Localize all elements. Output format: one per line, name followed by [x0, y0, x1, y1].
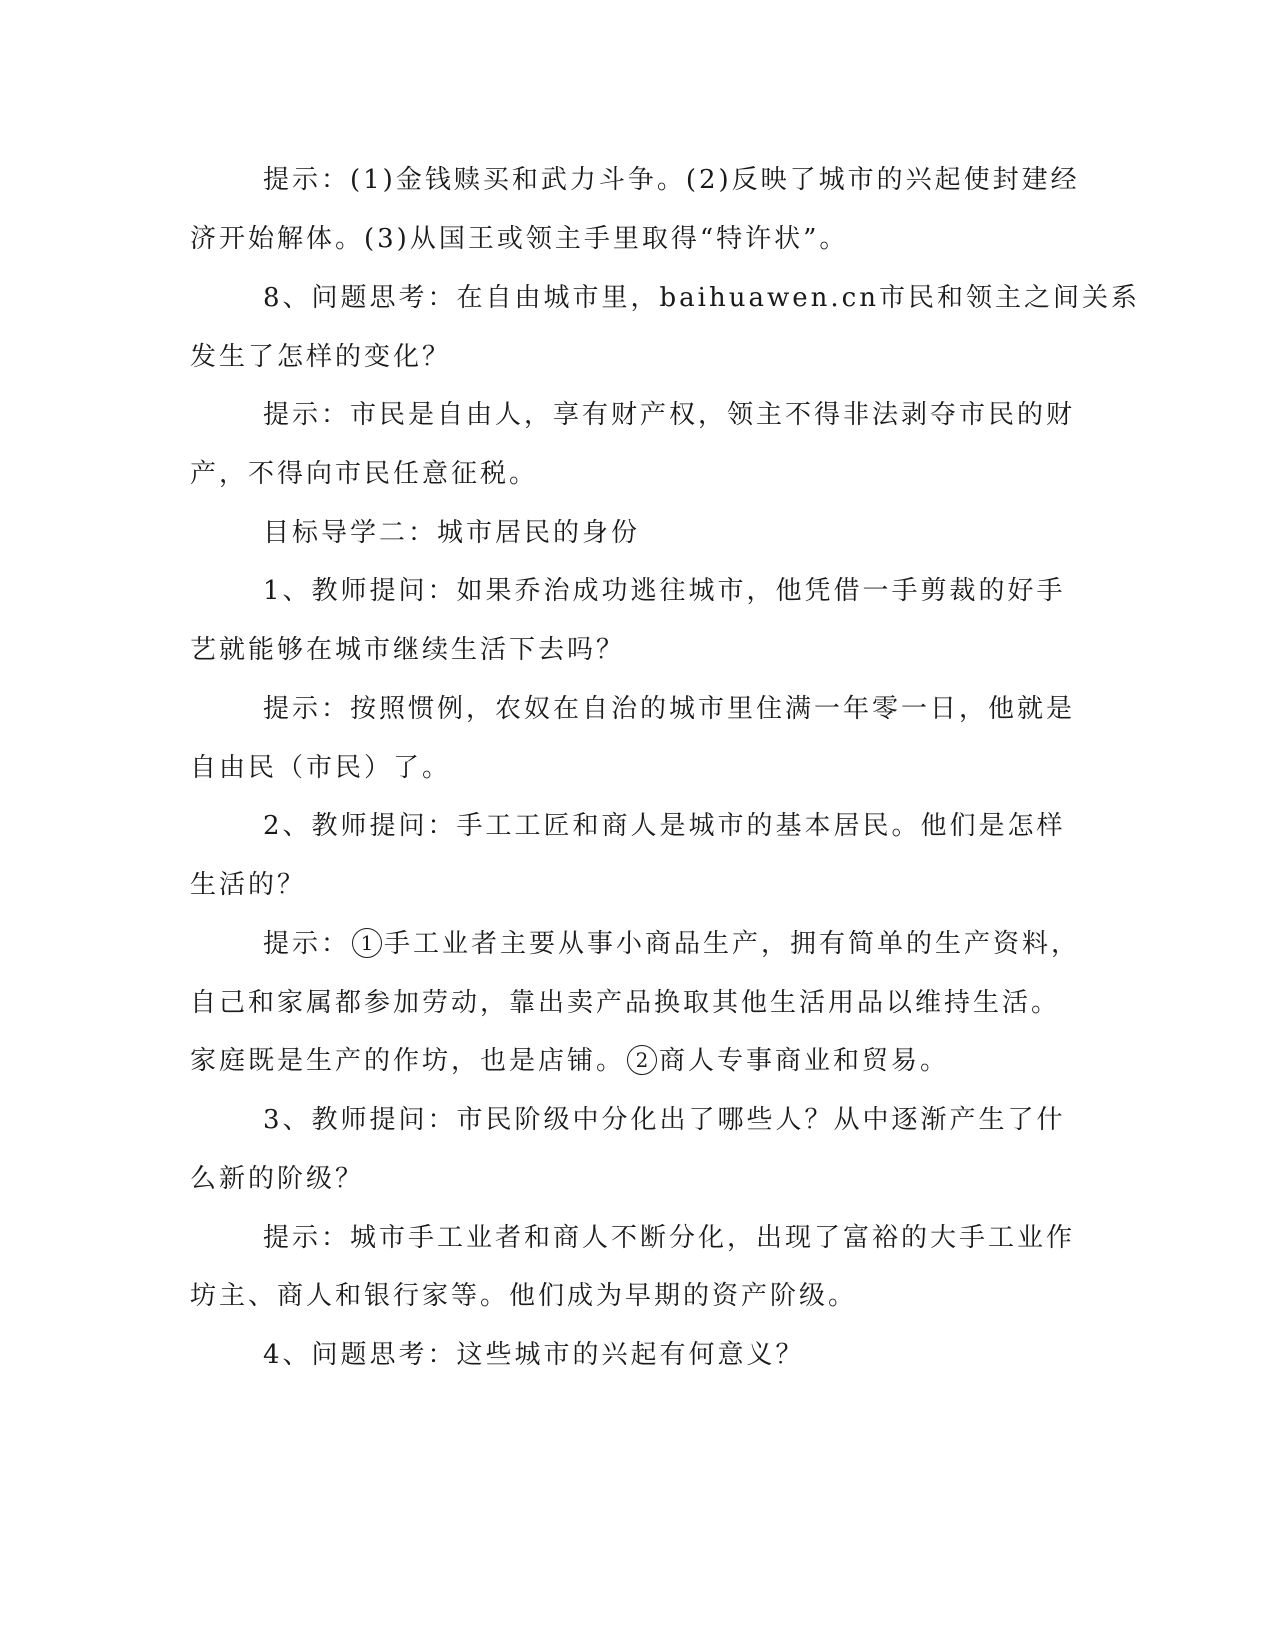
question-line: 4、问题思考：这些城市的兴起有何意义？: [263, 1340, 805, 1370]
hint-prefix: 提示：: [263, 929, 351, 959]
paragraph-text: 家庭既是生产的作坊，也是店铺。: [190, 1046, 626, 1076]
paragraph-line: 提示：市民是自由人，享有财产权，领主不得非法剥夺市民的财: [263, 400, 1076, 430]
question-line: 艺就能够在城市继续生活下去吗？: [190, 635, 626, 665]
section-heading: 目标导学二：城市居民的身份: [263, 518, 641, 548]
question-line: 3、教师提问：市民阶级中分化出了哪些人？从中逐渐产生了什: [263, 1105, 1066, 1135]
paragraph-line: 提示：城市手工业者和商人不断分化，出现了富裕的大手工业作: [263, 1223, 1076, 1253]
circled-number-marker: 1: [352, 928, 382, 958]
paragraph-line: 自己和家属都参加劳动，靠出卖产品换取其他生活用品以维持生活。: [190, 988, 1061, 1018]
circled-number-marker: 2: [627, 1045, 657, 1075]
paragraph-text: 手工业者主要从事小商品生产，拥有简单的生产资料，: [384, 929, 1081, 959]
paragraph-line: 产，不得向市民任意征税。: [190, 459, 539, 489]
paragraph-line: 提示：(1)金钱赎买和武力斗争。(2)反映了城市的兴起使封建经: [263, 165, 1080, 195]
paragraph-line: 自由民（市民）了。: [190, 753, 452, 783]
paragraph-text: 商人专事商业和贸易。: [659, 1046, 950, 1076]
question-line: 1、教师提问：如果乔治成功逃往城市，他凭借一手剪裁的好手: [263, 576, 1066, 606]
paragraph-line: [0, 1045, 1275, 1077]
paragraph-line: 提示：按照惯例，农奴在自治的城市里住满一年零一日，他就是: [263, 694, 1076, 724]
question-line: 2、教师提问：手工工匠和商人是城市的基本居民。他们是怎样: [263, 811, 1066, 841]
paragraph-line: 坊主、商人和银行家等。他们成为早期的资产阶级。: [190, 1281, 858, 1311]
paragraph-line: 济开始解体。(3)从国王或领主手里取得“特许状”。: [190, 224, 849, 254]
question-line: 8、问题思考：在自由城市里，baihuawen.cn市民和领主之间关系: [263, 283, 1140, 313]
question-line: 么新的阶级？: [190, 1164, 365, 1194]
paragraph-line: [0, 928, 1275, 960]
question-line: 发生了怎样的变化？: [190, 342, 452, 372]
question-line: 生活的？: [190, 870, 307, 900]
